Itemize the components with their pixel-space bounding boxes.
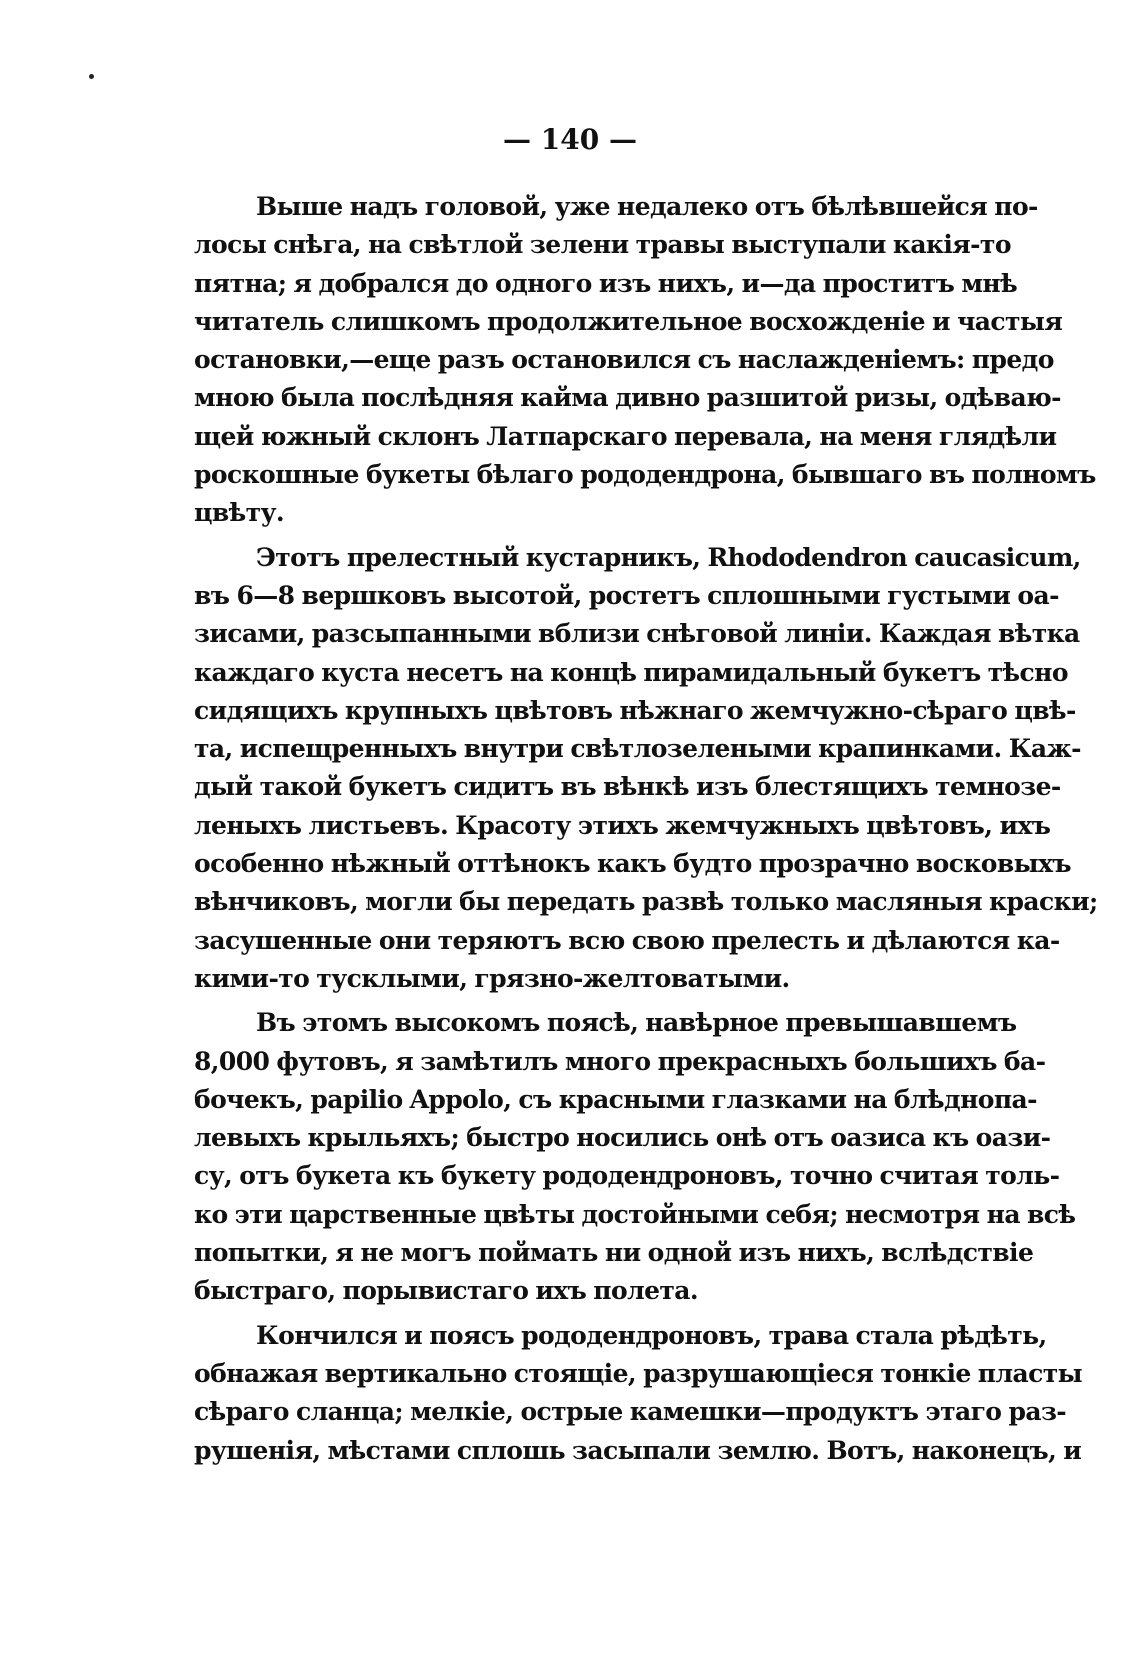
text-line: левыхъ крыльяхъ; быстро носились онѣ отъ оазиса къ оази- — [194, 1123, 1051, 1153]
text-line: Въ этомъ высокомъ поясѣ, навѣрное превышавшемъ — [256, 1008, 1017, 1038]
text-line: рушенія, мѣстами сплошь засыпали землю. Вотъ, наконецъ, и — [194, 1435, 1082, 1465]
text-line: Выше надъ головой, уже недалеко отъ бѣлѣвшейся по- — [256, 192, 1038, 221]
text-line: вѣнчиковъ, могли бы передать развѣ только масляныя краски; — [194, 887, 1098, 917]
text-line: Этотъ прелестный кустарникъ, Rhododendron caucasicum, — [256, 542, 1081, 572]
text-line: дый такой букетъ сидитъ въ вѣнкѣ изъ блестящихъ темнозе- — [194, 772, 1061, 802]
text-line: бочекъ, papilio Appolo, съ красными глазками на блѣднопа- — [194, 1084, 1037, 1114]
text-line: щей южный склонъ Латпарскаго перевала, на меня глядѣли — [194, 421, 1057, 451]
paragraph — [194, 1317, 1083, 1470]
text-line: леныхъ листьевъ. Красоту этихъ жемчужныхъ цвѣтовъ, ихъ — [194, 810, 1051, 840]
text-line: су, отъ букета къ букету рододендроновъ, точно считая толь- — [194, 1161, 1060, 1191]
text-line: зисами, разсыпанными вблизи снѣговой линіи. Каждая вѣтка — [194, 619, 1080, 649]
text-line: въ 6—8 вершковъ высотой, ростетъ сплошными густыми оа- — [194, 580, 1059, 610]
paragraph — [194, 188, 1096, 533]
text-line: роскошные букеты бѣлаго рододендрона, бывшаго въ полномъ — [194, 460, 1096, 490]
text-line: обнажая вертикально стоящіе, разрушающіеся тонкіе пласты — [194, 1358, 1083, 1388]
paragraph — [194, 1004, 1076, 1310]
ink-speck — [89, 74, 94, 79]
text-line: цвѣту. — [194, 498, 285, 528]
text-line: особенно нѣжный оттѣнокъ какъ будто прозрачно восковыхъ — [194, 849, 1071, 879]
text-line: ко эти царственные цвѣты достойными себя; несмотря на всѣ — [194, 1199, 1076, 1229]
text-line: мною была послѣдняя кайма дивно разшитой ризы, одѣваю- — [194, 383, 1061, 413]
text-line: читатель слишкомъ продолжительное восхожденіе и частыя — [194, 306, 1063, 336]
text-line: засушенные они теряютъ всю свою прелесть и дѣлаются ка- — [194, 925, 1060, 955]
text-line: быстраго, порывистаго ихъ полета. — [194, 1276, 698, 1306]
text-line: лосы снѣга, на свѣтлой зелени травы выступали какія-то — [194, 230, 1011, 260]
text-line: та, испещренныхъ внутри свѣтлозелеными крапинками. Каж- — [194, 734, 1081, 764]
text-line: сѣраго сланца; мелкіе, острые камешки—продуктъ этаго раз- — [194, 1397, 1067, 1427]
text-line: кими-то тусклыми, грязно-желтоватыми. — [194, 963, 790, 993]
text-line: 8,000 футовъ, я замѣтилъ много прекрасныхъ большихъ ба- — [194, 1046, 1046, 1076]
text-line: остановки,—еще разъ остановился съ наслажденіемъ: предо — [194, 345, 1054, 375]
page-number: — 140 — — [503, 123, 637, 156]
text-line: каждаго куста несетъ на концѣ пирамидальный букетъ тѣсно — [194, 657, 1068, 687]
text-line: попытки, я не могъ поймать ни одной изъ нихъ, вслѣдствіе — [194, 1238, 1034, 1268]
page-text — [194, 188, 1098, 1470]
text-line: Кончился и поясъ рододендроновъ, трава стала рѣдѣть, — [256, 1320, 1047, 1350]
paragraph — [194, 539, 1098, 999]
text-line: пятна; я добрался до одного изъ нихъ, и—да проститъ мнѣ — [194, 268, 1018, 298]
text-line: сидящихъ крупныхъ цвѣтовъ нѣжнаго жемчужно-сѣраго цвѣ- — [194, 695, 1076, 725]
